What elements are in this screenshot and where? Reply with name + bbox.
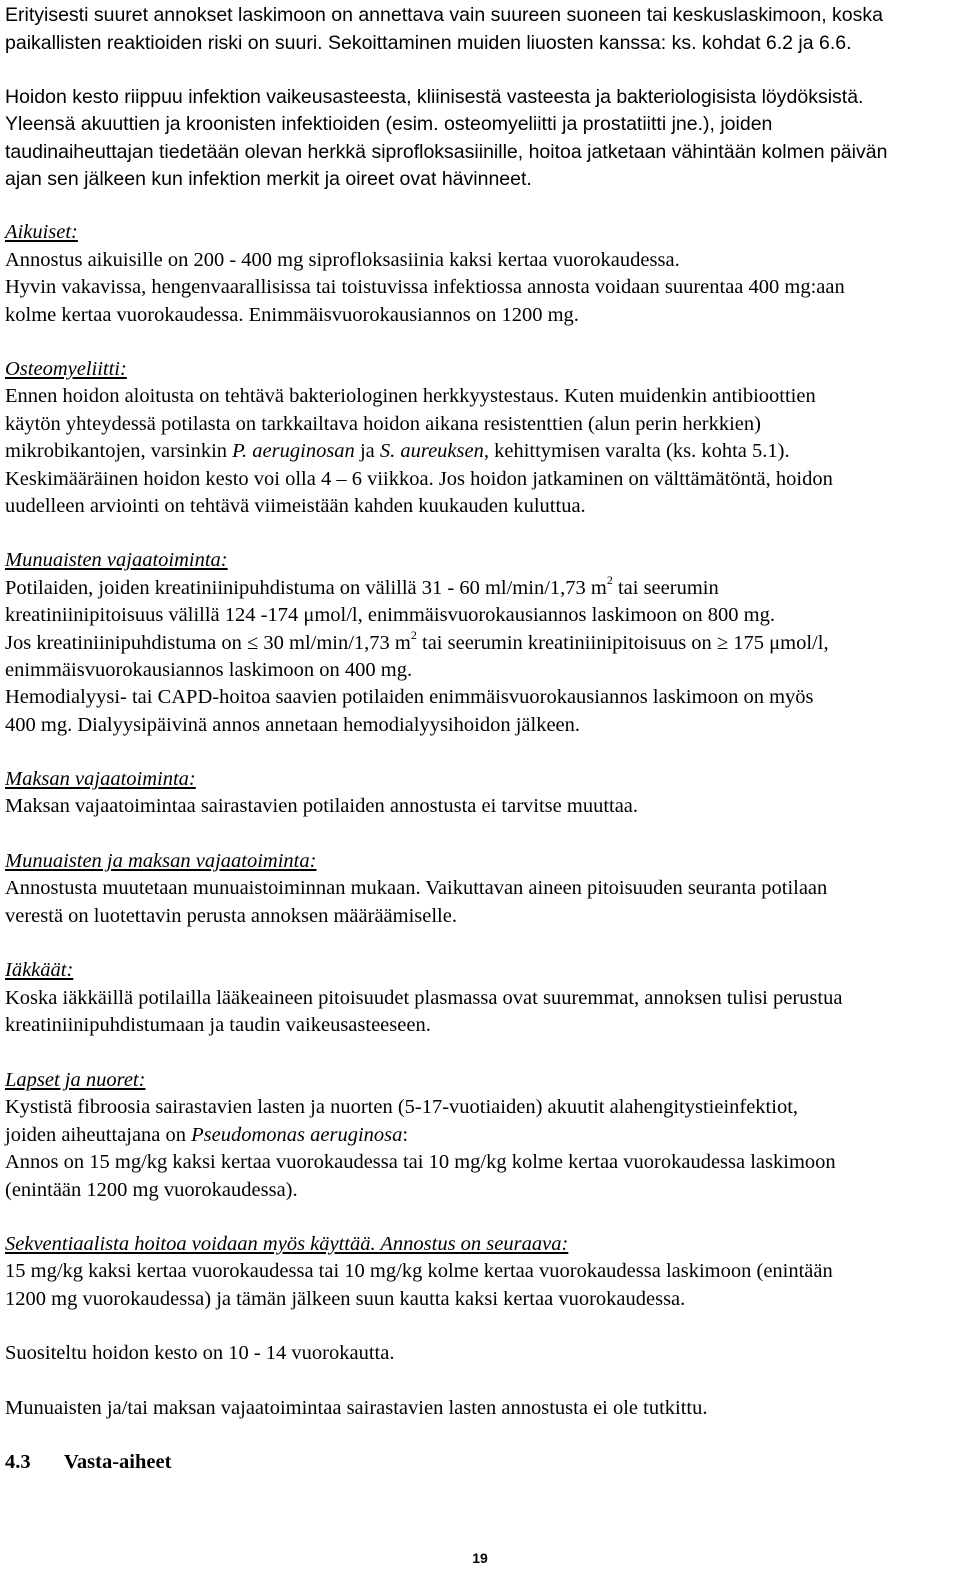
text-line: Yleensä akuuttien ja kroonisten infektioiden (esim. osteomyeliitti ja prostatiitti jne.), joiden [5,113,773,135]
text-line: 400 mg. Dialyysipäivinä annos annetaan hemodialyysihoidon jälkeen. [5,714,581,736]
text-line: kolme kertaa vuorokaudessa. Enimmäisvuorokausiannos on 1200 mg. [5,304,579,326]
text-line [5,628,829,655]
text-line: 1200 mg vuorokaudessa) ja tämän jälkeen suun kautta kaksi kertaa vuorokaudessa. [5,1288,686,1310]
section-heading-sequential: Sekventiaalista hoitoa voidaan myös käyttää. Annostus on seuraava: [5,1233,569,1255]
text-line: taudinaiheuttajan tiedetään olevan herkkä siprofloksasiinille, hoitoa jatketaan vähintään kolmen päivän [5,141,888,163]
superscript: 2 [410,628,417,642]
text-line: verestä on luotettavin perusta annoksen määräämiselle. [5,905,457,927]
text-line: Hemodialyysi- tai CAPD-hoitoa saavien potilaiden enimmäisvuorokausiannos laskimoon on myös [5,686,814,708]
section-heading-hepatic: Maksan vajaatoiminta: [5,768,196,790]
text-line: kreatiniinipitoisuus välillä 124 -174 μmol/l, enimmäisvuorokausiannos laskimoon on 800 mg. [5,604,775,626]
text-line: ajan sen jälkeen kun infektion merkit ja oireet ovat hävinneet. [5,168,532,190]
text-span: kehittymisen varalta (ks. kohta 5.1). [488,440,790,462]
text-line [5,440,790,463]
text-line: Annos on 15 mg/kg kaksi kertaa vuorokaudessa tai 10 mg/kg kolme kertaa vuorokaudessa laskimoon [5,1151,836,1173]
section-heading-elderly: Iäkkäät: [5,959,74,981]
text-line: Munuaisten ja/tai maksan vajaatoimintaa sairastavien lasten annostusta ei ole tutkittu. [5,1397,708,1419]
section-title [5,1451,171,1474]
text-line: käytön yhteydessä potilasta on tarkkailtava hoidon aikana resistenttien (alun perin herkkien) [5,413,761,435]
text-line: kreatiniinipuhdistumaan ja taudin vaikeusasteeseen. [5,1014,431,1036]
text-line: Keskimääräinen hoidon kesto voi olla 4 – 6 viikkoa. Jos hoidon jatkaminen on välttämätöntä, hoidon [5,468,833,490]
section-heading-adults: Aikuiset: [5,221,78,243]
text-span: tai seerumin kreatiniinipitoisuus on ≥ 175 μmol/l, [416,632,829,654]
section-heading-renal: Munuaisten vajaatoiminta: [5,549,228,571]
section-heading-osteomyelitis: Osteomyeliitti: [5,358,127,380]
section-number: 4.3 [5,1451,31,1473]
text-line: (enintään 1200 mg vuorokaudessa). [5,1179,298,1201]
text-line: Hyvin vakavissa, hengenvaarallisissa tai toistuvissa infektiossa annosta voidaan suurentaa 400 mg:aan [5,276,845,298]
superscript: 2 [606,573,613,587]
section-title-text: Vasta-aiheet [64,1451,172,1473]
text-line [5,1124,408,1147]
text-span: Jos kreatiniinipuhdistuma on ≤ 30 ml/min/1,73 m [5,632,411,654]
text-line: 15 mg/kg kaksi kertaa vuorokaudessa tai 10 mg/kg kolme kertaa vuorokaudessa laskimoon (enintään [5,1260,833,1282]
text-span: ja [354,440,380,462]
text-line: enimmäisvuorokausiannos laskimoon on 400 mg. [5,659,413,681]
species-name: S. aureuksen, [379,440,489,462]
text-line: Erityisesti suuret annokset laskimoon on annettava vain suureen suoneen tai keskuslaskimoon, koska [5,4,883,26]
text-line: Kystistä fibroosia sairastavien lasten ja nuorten (5-17-vuotiaiden) akuutit alahengitystieinfektiot, [5,1096,799,1118]
text-line: Koska iäkkäillä potilailla lääkeaineen pitoisuudet plasmassa ovat suuremmat, annoksen tulisi perustua [5,987,843,1009]
text-line: Suositeltu hoidon kesto on 10 - 14 vuorokautta. [5,1342,395,1364]
section-heading-children: Lapset ja nuoret: [5,1069,146,1091]
text-span: tai seerumin [612,577,719,599]
text-span: mikrobikantojen, varsinkin [5,440,233,462]
text-line: Maksan vajaatoimintaa sairastavien potilaiden annostusta ei tarvitse muuttaa. [5,795,639,817]
text-line: uudelleen arviointi on tehtävä viimeistään kahden kuukauden kuluttua. [5,495,586,517]
text-span: : [402,1124,409,1146]
text-line: Annostusta muutetaan munuaistoiminnan mukaan. Vaikuttavan aineen pitoisuuden seuranta potilaan [5,877,828,899]
species-name: P. aeruginosan [232,440,355,462]
species-name: Pseudomonas aeruginosa [191,1124,403,1146]
text-line: paikallisten reaktioiden riski on suuri. Sekoittaminen muiden liuosten kanssa: ks. kohdat 6.2 ja 6.6. [5,32,852,54]
text-line [5,573,719,600]
text-span: joiden aiheuttajana on [5,1124,192,1146]
page-number: 19 [472,1550,488,1566]
section-heading-renal-hepatic: Munuaisten ja maksan vajaatoiminta: [5,850,317,872]
text-line: Hoidon kesto riippuu infektion vaikeusasteesta, kliinisestä vasteesta ja bakteriologisista löydöksistä. [5,86,864,108]
text-line: Annostus aikuisille on 200 - 400 mg siprofloksasiinia kaksi kertaa vuorokaudessa. [5,249,680,271]
text-line: Ennen hoidon aloitusta on tehtävä bakteriologinen herkkyystestaus. Kuten muidenkin antibioottien [5,385,816,407]
text-span: Potilaiden, joiden kreatiniinipuhdistuma on välillä 31 - 60 ml/min/1,73 m [5,577,607,599]
